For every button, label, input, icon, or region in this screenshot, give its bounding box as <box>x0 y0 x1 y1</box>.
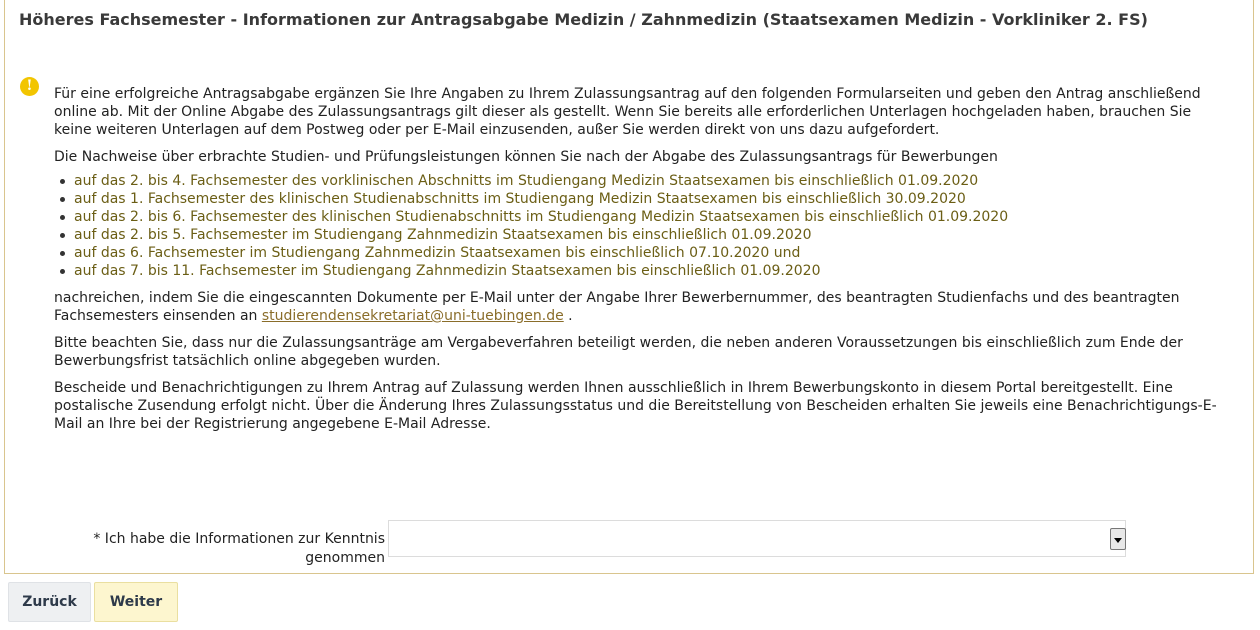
back-button[interactable]: Zurück <box>8 582 91 622</box>
ack-label: * Ich habe die Informationen zur Kenntnis genommen <box>93 531 385 566</box>
submit-paragraph <box>54 289 1219 325</box>
list-item: auf das 7. bis 11. Fachsemester im Studiengang Zahnmedizin Staatsexamen bis einschließlich 01.09.2020 <box>74 262 1219 280</box>
note-notifications: Bescheide und Benachrichtigungen zu Ihrem Antrag auf Zulassung werden Ihnen ausschließlich in Ihrem Bewerbungskonto in diesem Portal bereitgestellt. Eine postalische Zusendung erfolgt nicht. Über die Änderung Ihres Zulassungsstatus und die Bereitstellung von Bescheiden erhalten Sie jeweils eine Benachrichtigungs-E-Mail an Ihre bei der Registrierung angegebene E-Mail Adresse. <box>54 380 1217 432</box>
submit-end: . <box>563 308 573 324</box>
notice-content <box>54 85 1219 442</box>
submit-text: nachreichen, indem Sie die eingescannten Dokumente per E-Mail unter der Angabe Ihrer Bewerbernummer, des beantragten Studienfachs und des beantragten Fachsemesters einsenden an <box>54 290 1180 324</box>
list-item: auf das 6. Fachsemester im Studiengang Zahnmedizin Staatsexamen bis einschließlich 07.10.2020 und <box>74 244 1219 262</box>
list-item: auf das 2. bis 4. Fachsemester des vorklinischen Abschnitts im Studiengang Medizin Staatsexamen bis einschließlich 01.09.2020 <box>74 172 1219 190</box>
list-item: auf das 1. Fachsemester des klinischen Studienabschnitts im Studiengang Medizin Staatsexamen bis einschließlich 30.09.2020 <box>74 190 1219 208</box>
dropdown-arrow-icon[interactable] <box>1110 528 1126 550</box>
list-item: auf das 2. bis 5. Fachsemester im Studiengang Zahnmedizin Staatsexamen bis einschließlich 01.09.2020 <box>74 226 1219 244</box>
next-button[interactable]: Weiter <box>94 582 178 622</box>
info-icon: ! <box>20 77 39 96</box>
note-deadline: Bitte beachten Sie, dass nur die Zulassungsanträge am Vergabeverfahren beteiligt werden, die neben anderen Voraussetzungen bis einschließlich zum Ende der Bewerbungsfrist tatsächlich online abgegeben wurden. <box>54 335 1183 369</box>
list-item: auf das 2. bis 6. Fachsemester des klinischen Studienabschnitts im Studiengang Medizin Staatsexamen bis einschließlich 01.09.2020 <box>74 208 1219 226</box>
email-link[interactable]: studierendensekretariat@uni-tuebingen.de <box>261 308 564 324</box>
page-title: Höheres Fachsemester - Informationen zur Antragsabgabe Medizin / Zahnmedizin (Staatsexamen Medizin - Vorkliniker 2. FS) <box>19 10 1148 29</box>
notice-intro: Für eine erfolgreiche Antragsabgabe ergänzen Sie Ihre Angaben zu Ihrem Zulassungsantrag auf den folgenden Formularseiten und geben den Antrag anschließend online ab. Mit der Online Abgabe des Zulassungsantrags gilt dieser als gestellt. Wenn Sie bereits alle erforderlichen Unterlagen hochgeladen haben, brauchen Sie keine weiteren Unterlagen auf dem Postweg oder per E-Mail einzusenden, außer Sie werden direkt von uns dazu aufgefordert. <box>54 86 1201 138</box>
ack-select[interactable] <box>388 520 1126 557</box>
proof-intro: Die Nachweise über erbrachte Studien- und Prüfungsleistungen können Sie nach der Abgabe des Zulassungsantrags für Bewerbungen <box>54 149 998 165</box>
deadline-list <box>54 172 1219 280</box>
